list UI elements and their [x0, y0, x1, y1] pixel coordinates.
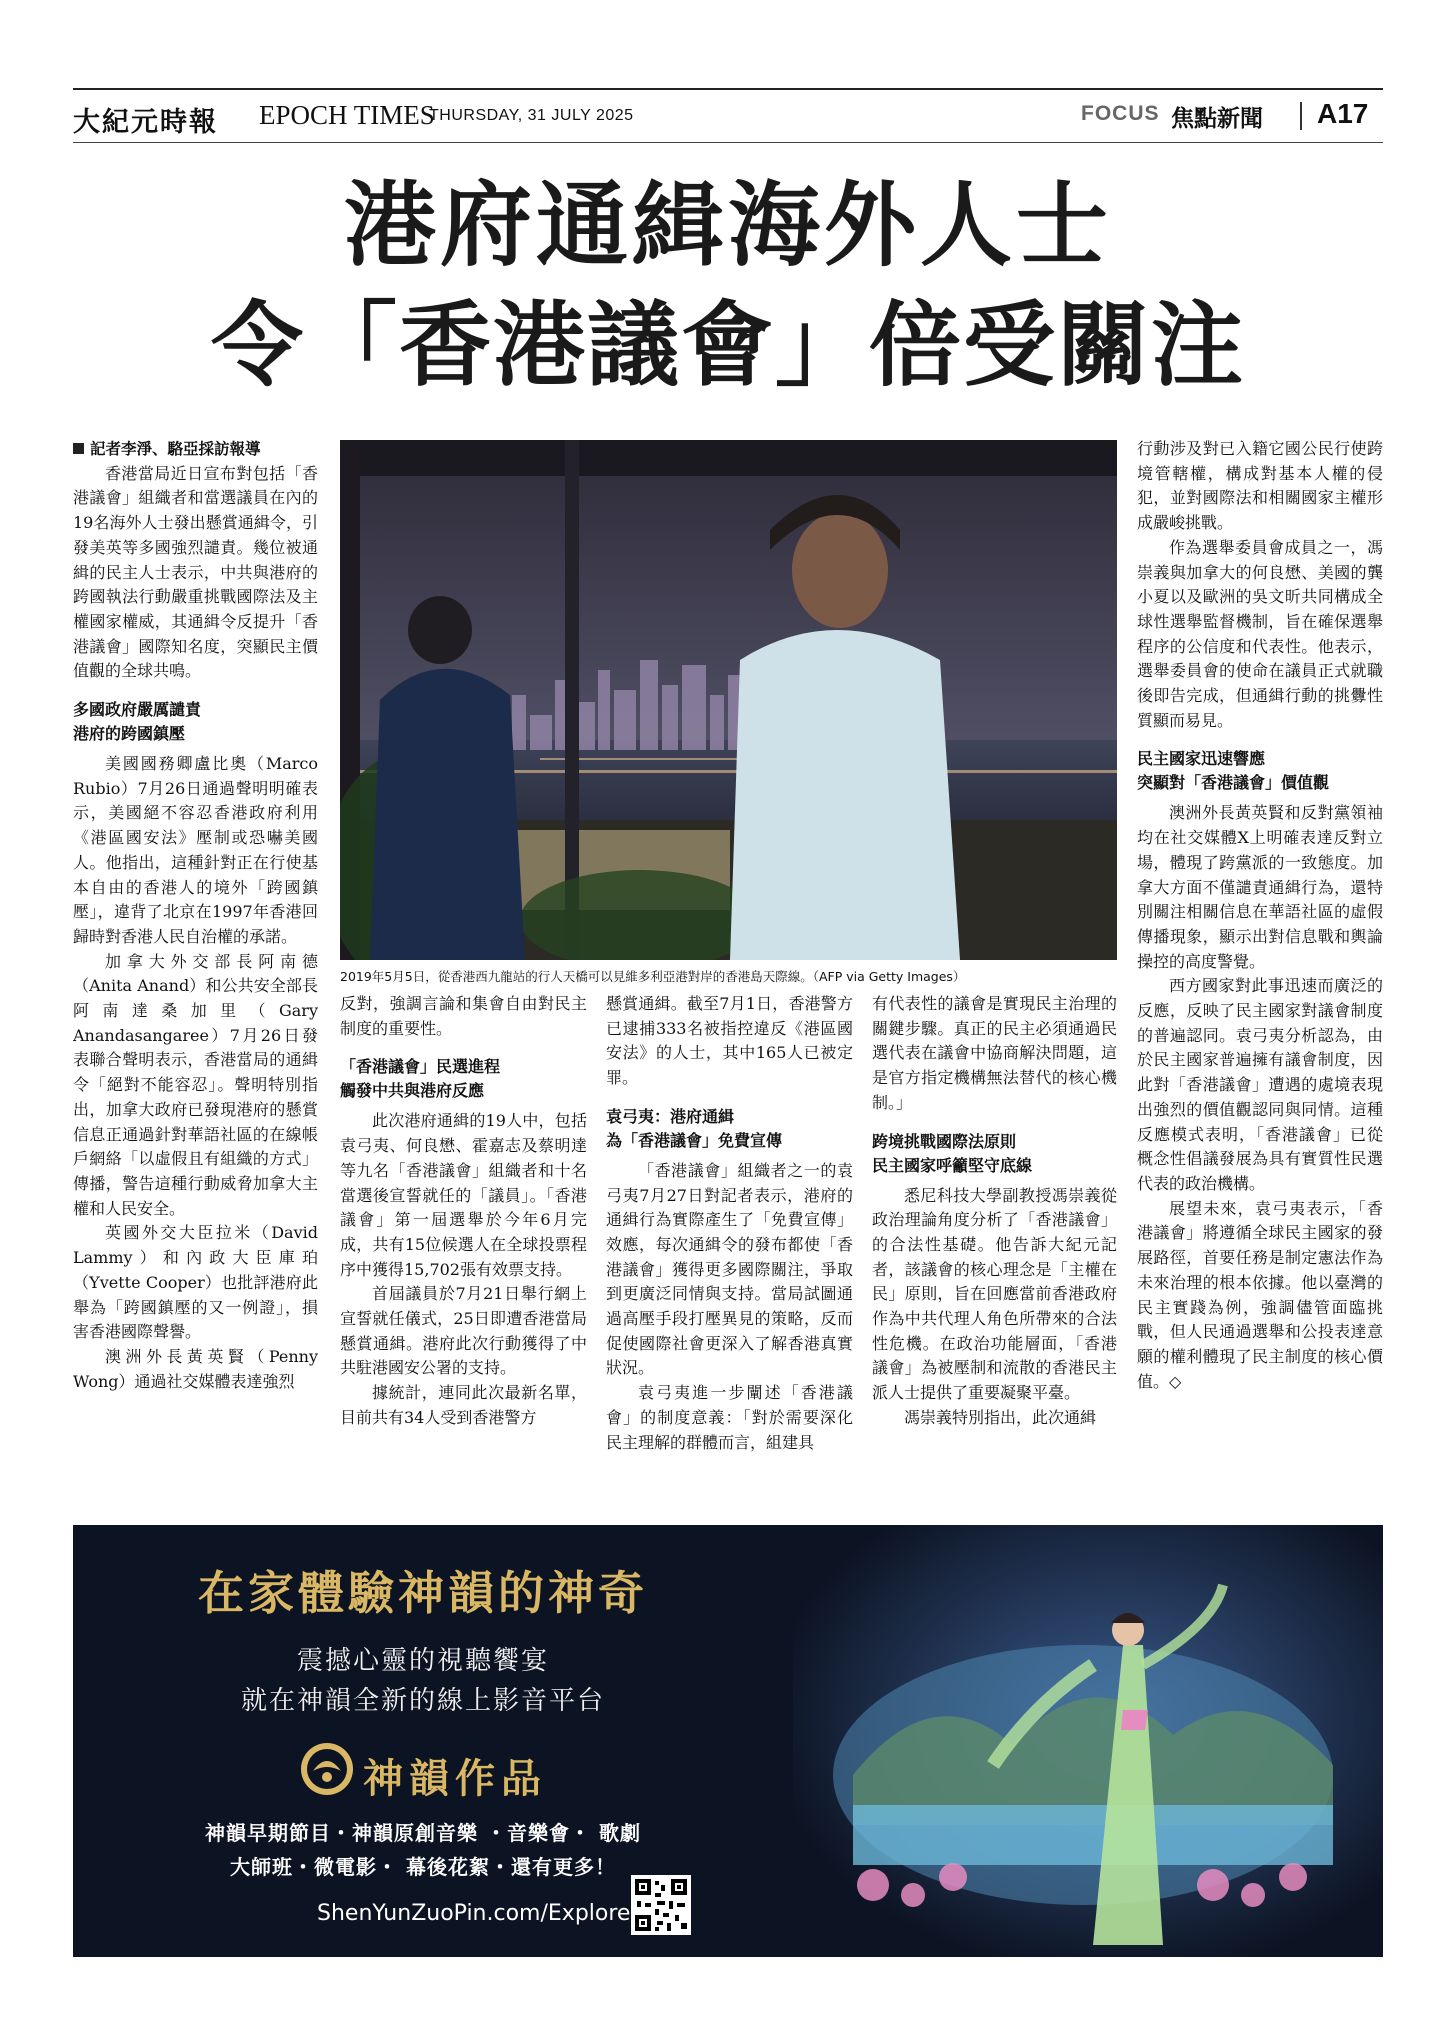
paragraph: 澳洲外長黃英賢和反對黨領袖均在社交媒體X上明確表達反對立場，體現了跨黨派的一致態度。加拿大方面不僅譴責通緝行為，還特別關注相關信息在華語社區的虛假傳播現象，顯示出對信息戰和輿論操控的高度警覺。 — [1137, 803, 1383, 971]
paper-name-chinese: 大紀元時報 — [73, 107, 218, 138]
paragraph: 西方國家對此事迅速而廣泛的反應，反映了民主國家對議會制度的普遍認同。袁弓夷分析認為，由於民主國家普遍擁有議會制度，因此對「香港議會」遭遇的處境表現出強烈的價值觀認同與同情。這種反應模式表明，「香港議會」已從概念性倡議發展為具有實質性民選代表的政治機構。 — [1137, 976, 1383, 1193]
byline: 記者李淨、駱亞採訪報導 — [73, 437, 318, 462]
ad-title: 在家體驗神韻的神奇 — [198, 1566, 648, 1620]
ad-url-link[interactable]: ShenYunZuoPin.com/Explore — [317, 1901, 631, 1926]
paragraph: 「香港議會」組織者之一的袁弓夷7月27日對記者表示，港府的通緝行為實際產生了「免費宣傳」效應，每次通緝令的發布都使「香港議會」獲得更多國際關注，爭取到更廣泛同情與支持。當局試圖通過高壓手段打壓異見的策略，反而促使國際社會更深入了解香港真實狀況。 — [606, 1160, 853, 1378]
subheading: 「香港議會」民選進程 觸發中共與港府反應 — [340, 1057, 501, 1101]
paragraph: 展望未來，袁弓夷表示，「香港議會」將遵循全球民主國家的發展路徑，首要任務是制定憲法作為未來治理的根本依據。他以臺灣的民主實踐為例，強調儘管面臨挑戰，但人民通過選舉和公投表達意願的權利體現了民主制度的核心價值。◇ — [1137, 1198, 1383, 1391]
paragraph: 懸賞通緝。截至7月1日，香港警方已逮捕333名被指控違反《港區國安法》的人士，其中165人已被定罪。 — [606, 994, 853, 1088]
paragraph: 行動涉及對已入籍它國公民行使跨境管轄權，構成對基本人權的侵犯，並對國際法和相關國家主權形成嚴峻挑戰。 — [1137, 439, 1383, 533]
ad-brand-name: 神韻作品 — [363, 1755, 547, 1802]
article-column-3 — [606, 992, 853, 1492]
subheading: 民主國家迅速響應 突顯對「香港議會」價值觀 — [1137, 749, 1330, 793]
paragraph: 澳洲外長黃英賢（Penny Wong）通過社交媒體表達強烈 — [73, 1346, 318, 1391]
section-name-chinese: 焦點新聞 — [1171, 106, 1263, 132]
paper-name-english: EPOCH TIMES — [259, 100, 435, 130]
shen-yun-emblem-icon — [299, 1741, 355, 1797]
paragraph: 反對，強調言論和集會自由對民主制度的重要性。 — [340, 994, 587, 1038]
news-photo — [340, 440, 1117, 960]
paragraph: 袁弓夷進一步闡述「香港議會」的制度意義：「對於需要深化民主理解的群體而言，組建具 — [606, 1383, 853, 1452]
subheading: 跨境挑戰國際法原則 民主國家呼籲堅守底線 — [872, 1131, 1033, 1175]
paragraph: 據統計，連同此次最新名單，目前共有34人受到香港警方 — [340, 1383, 587, 1427]
paragraph: 英國外交大臣拉米（David Lammy）和內政大臣庫珀（Yvette Cooper）也批評港府此舉為「跨國鎮壓的又一例證」，損害香港國際聲譽。 — [73, 1223, 318, 1342]
section-name-english: FOCUS — [1081, 102, 1160, 125]
paragraph: 馮崇義特別指出，此次通緝 — [904, 1407, 1097, 1427]
dancer-scene-image — [793, 1525, 1383, 1957]
article-column-4 — [872, 992, 1117, 1492]
headline-line-2: 令「香港議會」倍受關注 — [210, 291, 1245, 399]
subheading: 袁弓夷：港府通緝 為「香港議會」免費宣傳 — [606, 1106, 783, 1150]
masthead — [73, 88, 1383, 143]
qr-code-icon[interactable] — [631, 1875, 691, 1935]
issue-date: THURSDAY, 31 JULY 2025 — [429, 107, 634, 124]
ad-program-list-1: 神韻早期節目・神韻原創音樂 ・音樂會・ 歌劇 — [205, 1821, 641, 1845]
subheading: 多國政府嚴厲譴責 港府的跨國鎮壓 — [73, 700, 202, 744]
article-column-2 — [340, 992, 587, 1492]
paragraph: 香港當局近日宣布對包括「香港議會」組織者和當選議員在內的19名海外人士發出懸賞通緝令，引發美英等多國強烈譴責。幾位被通緝的民主人士表示，中共與港府的跨國執法行動嚴重挑戰國際法及主權國家權威，其通緝令反提升「香港議會」國際知名度，突顯民主價值觀的全球共鳴。 — [73, 463, 318, 681]
harbour-night-photo — [340, 440, 1117, 960]
article-column-5 — [1137, 437, 1383, 1492]
article-column-1 — [73, 437, 318, 1492]
paragraph: 悉尼科技大學副教授馮崇義從政治理論角度分析了「香港議會」的合法性基礎。他告訴大紀元記者，該議會的核心理念是「主權在民」原則，旨在回應當前香港政府作為中共代理人角色所帶來的合法性危機。在政治功能層面，「香港議會」為被壓制和流散的香港民主派人士提供了重要凝聚平臺。 — [872, 1185, 1117, 1403]
paragraph: 此次港府通緝的19人中，包括袁弓夷、何良懋、霍嘉志及蔡明達等九名「香港議會」組織者和十名當選後宣誓就任的「議員」。「香港議會」第一屆選舉於今年6月完成，共有15位候選人在全球投票程序中獲得15,702張有效票支持。 — [340, 1111, 587, 1279]
paragraph: 加拿大外交部長阿南德（Anita Anand）和公共安全部長阿南達桑加里（Gary Anandasangaree）7月26日發表聯合聲明表示，香港當局的通緝令「絕對不能容忍」。聲明特別指出，加拿大政府已發現港府的懸賞信息正通過針對華語社區的在線帳戶網絡「以虛假且有組織的方式」傳播，警告這種行動威脅加拿大主權和人民安全。 — [73, 951, 318, 1218]
ad-subtitle-2: 就在神韻全新的線上影音平台 — [240, 1686, 605, 1716]
shen-yun-advertisement[interactable] — [73, 1525, 1383, 1957]
headline-line-1: 港府通緝海外人士 — [343, 171, 1112, 279]
masthead-divider — [1300, 102, 1302, 130]
paragraph: 有代表性的議會是實現民主治理的關鍵步驟。真正的民主必須通過民選代表在議會中協商解決問題，這是官方指定機構無法替代的核心機制。」 — [872, 994, 1117, 1112]
paragraph: 美國國務卿盧比奧（Marco Rubio）7月26日通過聲明明確表示，美國絕不容忍香港政府利用《港區國安法》壓制或恐嚇美國人。他指出，這種針對正在行使基本自由的香港人的境外「跨國鎮壓」，違背了北京在1997年香港回歸時對香港人民自治權的承諾。 — [73, 754, 318, 946]
paragraph: 首屆議員於7月21日舉行網上宣誓就任儀式，25日即遭香港當局懸賞通緝。港府此次行動獲得了中共駐港國安公署的支持。 — [340, 1284, 587, 1378]
photo-caption: 2019年5月5日，從香港西九龍站的行人天橋可以見維多利亞港對岸的香港島天際線。（AFP via Getty Images） — [340, 969, 966, 984]
square-bullet-icon — [73, 443, 84, 454]
paragraph: 作為選舉委員會成員之一，馮崇義與加拿大的何良懋、美國的龔小夏以及歐洲的吳文昕共同構成全球性選舉監督機制，旨在確保選舉程序的公信度和代表性。他表示，選舉委員會的使命在議員正式就職後即告完成，但通緝行動的挑釁性質顯而易見。 — [1137, 537, 1383, 730]
ad-subtitle-1: 震撼心靈的視聽饗宴 — [296, 1646, 549, 1676]
ad-program-list-2: 大師班・微電影・ 幕後花絮・還有更多！ — [230, 1855, 616, 1879]
page-number: A17 — [1317, 98, 1369, 129]
